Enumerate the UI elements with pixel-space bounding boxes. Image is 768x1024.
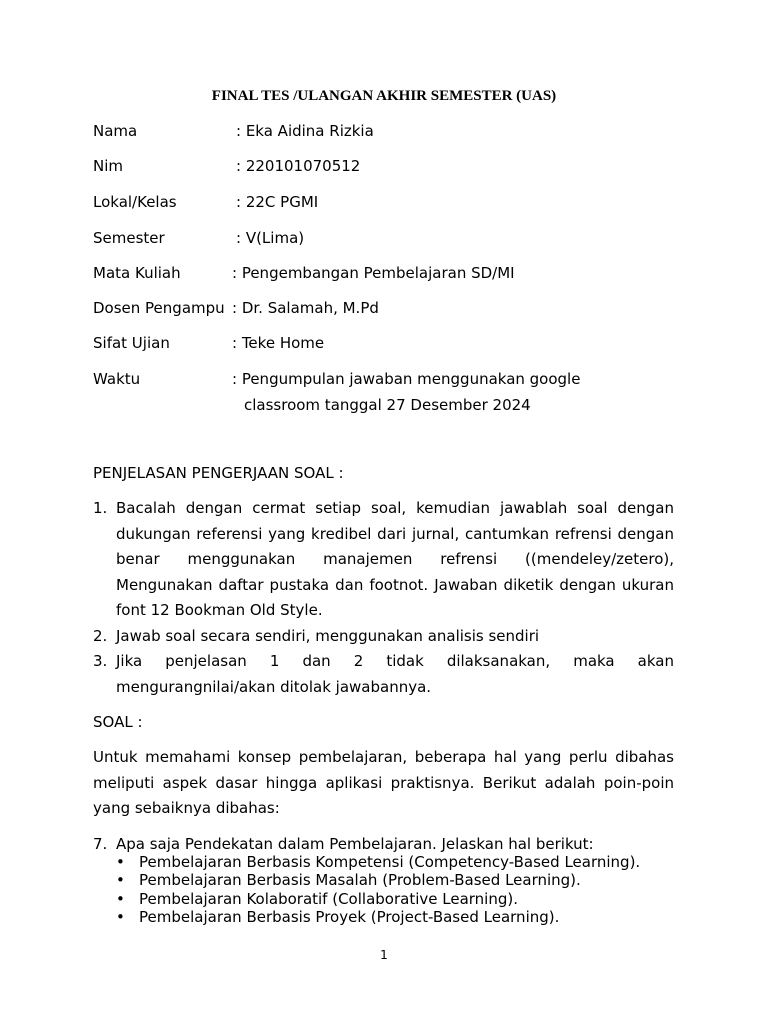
- list-item-text: Jawab soal secara sendiri, menggunakan analisis sendiri: [116, 626, 540, 645]
- bullet-icon: •: [116, 889, 125, 908]
- identity-value: : Pengumpulan jawaban menggunakan google: [232, 370, 581, 388]
- identity-value: : Eka Aidina Rizkia: [236, 122, 374, 140]
- identity-label: Dosen Pengampu: [93, 299, 225, 317]
- instructions-heading: PENJELASAN PENGERJAAN SOAL :: [93, 464, 344, 482]
- question-list: [93, 835, 674, 853]
- page-number: 1: [380, 948, 388, 962]
- list-item: [93, 649, 674, 700]
- question-text: Apa saja Pendekatan dalam Pembelajaran. Jelaskan hal berikut:: [116, 835, 594, 853]
- bullet-text: Pembelajaran Berbasis Kompetensi (Competency-Based Learning).: [139, 853, 641, 871]
- bullet-icon: •: [116, 907, 125, 926]
- question-number: 7.: [93, 835, 108, 853]
- document-title: FINAL TES /ULANGAN AKHIR SEMESTER (UAS): [211, 88, 557, 104]
- list-item-number: 1.: [93, 499, 108, 517]
- identity-value: : Pengembangan Pembelajaran SD/MI: [232, 264, 515, 282]
- bullet-icon: •: [116, 853, 125, 871]
- identity-label: Nama: [93, 122, 138, 140]
- intro-paragraph: Untuk memahami konsep pembelajaran, beberapa hal yang perlu dibahas meliputi aspek dasar hingga aplikasi praktisnya. Berikut adalah poin-poin yang sebaiknya dibahas:: [93, 748, 674, 817]
- instructions-list: [93, 496, 674, 700]
- identity-label: Semester: [93, 229, 165, 247]
- identity-value-continued: classroom tanggal 27 Desember 2024: [244, 396, 531, 414]
- identity-label: Waktu: [93, 370, 141, 388]
- identity-label: Sifat Ujian: [93, 334, 170, 352]
- identity-label: Nim: [93, 157, 123, 175]
- bullet-text: Pembelajaran Berbasis Masalah (Problem-Based Learning).: [139, 871, 581, 890]
- soal-heading: SOAL :: [93, 713, 143, 731]
- bullet-item: [116, 908, 676, 926]
- bullet-icon: •: [116, 871, 125, 890]
- identity-value: : V(Lima): [236, 229, 305, 247]
- list-item-number: 2.: [93, 626, 108, 645]
- identity-label: Mata Kuliah: [93, 264, 181, 282]
- question-item: [93, 835, 674, 853]
- bullet-text: Pembelajaran Kolaboratif (Collaborative Learning).: [139, 889, 518, 908]
- identity-value: : 22C PGMI: [236, 193, 319, 211]
- list-item-text: Jika penjelasan 1 dan 2 tidak dilaksanakan, maka akan mengurangnilai/akan ditolak jawabannya.: [116, 652, 674, 696]
- identity-label: Lokal/Kelas: [93, 193, 177, 211]
- bullet-item: [116, 853, 676, 871]
- bullet-item: [116, 890, 676, 908]
- list-item-number: 3.: [93, 652, 108, 670]
- bullet-list: [116, 853, 676, 926]
- list-item: [93, 624, 674, 650]
- identity-value: : Teke Home: [232, 334, 325, 352]
- list-item: [93, 496, 674, 624]
- bullet-item: [116, 871, 676, 889]
- bullet-text: Pembelajaran Berbasis Proyek (Project-Based Learning).: [139, 907, 560, 926]
- list-item-text: Bacalah dengan cermat setiap soal, kemudian jawablah soal dengan dukungan referensi yang kredibel dari jurnal, cantumkan refrensi dengan benar menggunakan manajemen refrensi ((mendeley/zetero), Mengunakan daftar pustaka dan footnot. Jawaban diketik dengan ukuran font 12 Bookman Old Style.: [116, 499, 674, 619]
- identity-value: : 220101070512: [236, 157, 361, 175]
- identity-value: : Dr. Salamah, M.Pd: [232, 299, 379, 317]
